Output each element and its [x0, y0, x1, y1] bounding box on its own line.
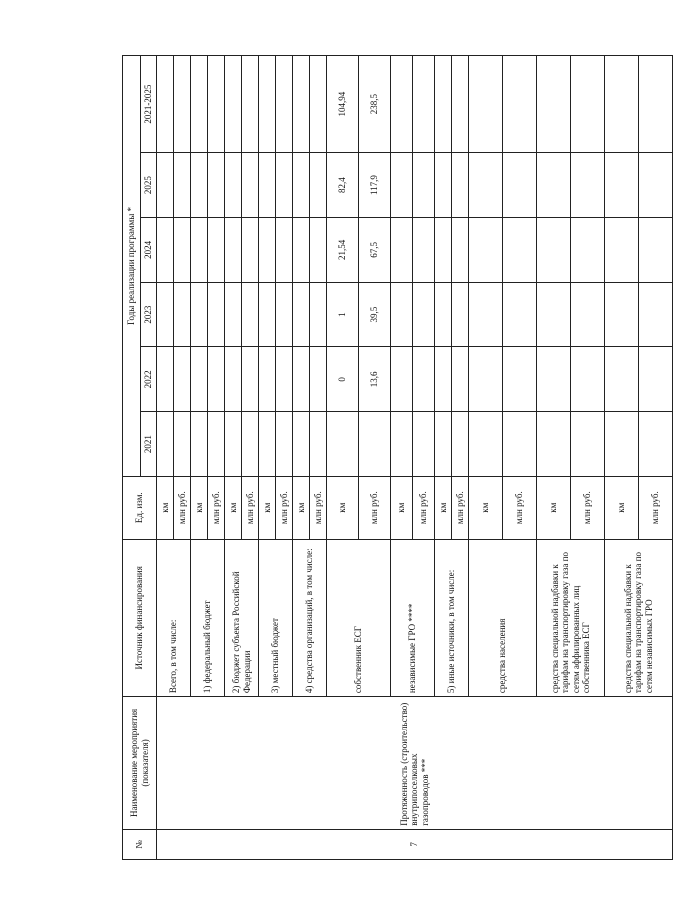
- unit-cell: млн руб.: [639, 476, 673, 539]
- unit-cell: млн руб.: [413, 476, 435, 539]
- year-value-cell: [174, 282, 191, 347]
- unit-cell: млн руб.: [503, 476, 537, 539]
- header-year-2022: 2022: [141, 347, 157, 412]
- year-value-cell: [293, 217, 310, 282]
- unit-cell: млн руб.: [452, 476, 469, 539]
- year-value-cell: [276, 153, 293, 218]
- total-value-cell: [503, 56, 537, 153]
- year-value-cell: [191, 217, 208, 282]
- year-value-cell: [191, 282, 208, 347]
- year-value-cell: 82,4: [327, 153, 359, 218]
- year-value-cell: [469, 153, 503, 218]
- year-value-cell: [391, 412, 413, 477]
- year-value-cell: [174, 153, 191, 218]
- year-value-cell: [276, 347, 293, 412]
- unit-cell: км: [605, 476, 639, 539]
- year-value-cell: [310, 347, 327, 412]
- total-value-cell: 104,94: [327, 56, 359, 153]
- year-value-cell: [639, 282, 673, 347]
- year-value-cell: [225, 412, 242, 477]
- year-value-cell: [435, 412, 452, 477]
- year-value-cell: [469, 282, 503, 347]
- year-value-cell: [391, 153, 413, 218]
- unit-cell: млн руб.: [276, 476, 293, 539]
- year-value-cell: 1: [327, 282, 359, 347]
- total-value-cell: [174, 56, 191, 153]
- year-value-cell: [469, 412, 503, 477]
- header-year-2024: 2024: [141, 217, 157, 282]
- year-value-cell: [259, 412, 276, 477]
- unit-cell: км: [259, 476, 276, 539]
- year-value-cell: 39,5: [359, 282, 391, 347]
- unit-cell: км: [293, 476, 310, 539]
- unit-cell: млн руб.: [571, 476, 605, 539]
- funding-source: средства населения: [469, 539, 537, 697]
- year-value-cell: [293, 153, 310, 218]
- total-value-cell: [225, 56, 242, 153]
- year-value-cell: [571, 153, 605, 218]
- year-value-cell: [391, 347, 413, 412]
- header-years-group: Годы реализации программы *: [123, 56, 141, 477]
- year-value-cell: [413, 282, 435, 347]
- financing-table: [122, 55, 673, 860]
- year-value-cell: [242, 217, 259, 282]
- year-value-cell: [571, 217, 605, 282]
- year-value-cell: [537, 412, 571, 477]
- year-value-cell: [503, 217, 537, 282]
- funding-source: средства специальной надбавки к тарифам на транспортировку газа по сетям независимых ГРО: [605, 539, 673, 697]
- year-value-cell: [639, 347, 673, 412]
- year-value-cell: [605, 282, 639, 347]
- header-source: Источник финансирования: [123, 539, 157, 697]
- year-value-cell: [242, 347, 259, 412]
- year-value-cell: [435, 347, 452, 412]
- year-value-cell: [208, 217, 225, 282]
- funding-source: независимые ГРО ****: [391, 539, 435, 697]
- unit-cell: км: [157, 476, 174, 539]
- year-value-cell: [242, 412, 259, 477]
- funding-source: 3) местный бюджет: [259, 539, 293, 697]
- year-value-cell: [537, 217, 571, 282]
- year-value-cell: [276, 217, 293, 282]
- year-value-cell: [157, 347, 174, 412]
- year-value-cell: [413, 217, 435, 282]
- year-value-cell: [452, 412, 469, 477]
- year-value-cell: [225, 347, 242, 412]
- year-value-cell: [391, 282, 413, 347]
- year-value-cell: [276, 282, 293, 347]
- header-year-2021: 2021: [141, 412, 157, 477]
- year-value-cell: [605, 347, 639, 412]
- year-value-cell: [503, 412, 537, 477]
- total-value-cell: [293, 56, 310, 153]
- year-value-cell: [413, 347, 435, 412]
- year-value-cell: [208, 282, 225, 347]
- year-value-cell: [310, 153, 327, 218]
- year-value-cell: [293, 347, 310, 412]
- year-value-cell: 13,6: [359, 347, 391, 412]
- total-value-cell: [191, 56, 208, 153]
- year-value-cell: [503, 282, 537, 347]
- year-value-cell: [435, 217, 452, 282]
- total-value-cell: [310, 56, 327, 153]
- year-value-cell: [157, 217, 174, 282]
- unit-cell: км: [327, 476, 359, 539]
- unit-cell: км: [469, 476, 503, 539]
- total-value-cell: [435, 56, 452, 153]
- year-value-cell: [537, 153, 571, 218]
- year-value-cell: [208, 412, 225, 477]
- year-value-cell: [413, 153, 435, 218]
- year-value-cell: [605, 153, 639, 218]
- funding-source: 4) средства организаций, в том числе:: [293, 539, 327, 697]
- total-value-cell: [452, 56, 469, 153]
- total-value-cell: 238,5: [359, 56, 391, 153]
- header-year-2025: 2025: [141, 153, 157, 218]
- total-value-cell: [259, 56, 276, 153]
- year-value-cell: [310, 282, 327, 347]
- year-value-cell: [310, 217, 327, 282]
- year-value-cell: [157, 153, 174, 218]
- year-value-cell: 117,9: [359, 153, 391, 218]
- year-value-cell: [605, 412, 639, 477]
- unit-cell: млн руб.: [208, 476, 225, 539]
- year-value-cell: [452, 153, 469, 218]
- unit-cell: млн руб.: [310, 476, 327, 539]
- year-value-cell: [435, 153, 452, 218]
- unit-cell: км: [435, 476, 452, 539]
- year-value-cell: [174, 412, 191, 477]
- unit-cell: млн руб.: [174, 476, 191, 539]
- year-value-cell: [208, 153, 225, 218]
- year-value-cell: 0: [327, 347, 359, 412]
- funding-source: 1) федеральный бюджет: [191, 539, 225, 697]
- year-value-cell: [157, 282, 174, 347]
- header-total: 2021-2025: [141, 56, 157, 153]
- year-value-cell: [503, 347, 537, 412]
- year-value-cell: [276, 412, 293, 477]
- total-value-cell: [276, 56, 293, 153]
- year-value-cell: [191, 347, 208, 412]
- year-value-cell: [537, 282, 571, 347]
- year-value-cell: 67,5: [359, 217, 391, 282]
- year-value-cell: [242, 153, 259, 218]
- total-value-cell: [242, 56, 259, 153]
- header-name: Наименование мероприятия (показателя): [123, 697, 157, 830]
- total-value-cell: [537, 56, 571, 153]
- total-value-cell: [571, 56, 605, 153]
- year-value-cell: [571, 282, 605, 347]
- year-value-cell: [571, 412, 605, 477]
- unit-cell: млн руб.: [359, 476, 391, 539]
- total-value-cell: [639, 56, 673, 153]
- total-value-cell: [469, 56, 503, 153]
- year-value-cell: [225, 282, 242, 347]
- table-row: [157, 56, 174, 860]
- funding-source: 5) иные источники, в том числе:: [435, 539, 469, 697]
- year-value-cell: [639, 153, 673, 218]
- funding-source: 2) бюджет субъекта Российской Федерации: [225, 539, 259, 697]
- year-value-cell: [327, 412, 359, 477]
- total-value-cell: [208, 56, 225, 153]
- unit-cell: км: [537, 476, 571, 539]
- year-value-cell: [157, 412, 174, 477]
- year-value-cell: [191, 412, 208, 477]
- header-year-2023: 2023: [141, 282, 157, 347]
- year-value-cell: [174, 217, 191, 282]
- year-value-cell: [639, 412, 673, 477]
- year-value-cell: [259, 282, 276, 347]
- rotated-table-container: [122, 55, 661, 860]
- year-value-cell: [174, 347, 191, 412]
- row-name: Протяженность (строительство) внутрипоселковых газопроводов ***: [157, 697, 673, 830]
- year-value-cell: [259, 153, 276, 218]
- year-value-cell: [537, 347, 571, 412]
- year-value-cell: [391, 217, 413, 282]
- year-value-cell: [469, 217, 503, 282]
- year-value-cell: [503, 153, 537, 218]
- year-value-cell: [310, 412, 327, 477]
- row-number: 7: [157, 829, 673, 859]
- year-value-cell: 21,54: [327, 217, 359, 282]
- funding-source: Всего, в том числе:: [157, 539, 191, 697]
- year-value-cell: [413, 412, 435, 477]
- year-value-cell: [293, 412, 310, 477]
- year-value-cell: [359, 412, 391, 477]
- year-value-cell: [571, 347, 605, 412]
- year-value-cell: [225, 217, 242, 282]
- year-value-cell: [293, 282, 310, 347]
- unit-cell: км: [191, 476, 208, 539]
- year-value-cell: [452, 347, 469, 412]
- year-value-cell: [452, 282, 469, 347]
- header-no: №: [123, 829, 157, 859]
- year-value-cell: [259, 217, 276, 282]
- year-value-cell: [208, 347, 225, 412]
- year-value-cell: [639, 217, 673, 282]
- year-value-cell: [242, 282, 259, 347]
- year-value-cell: [435, 282, 452, 347]
- year-value-cell: [225, 153, 242, 218]
- year-value-cell: [452, 217, 469, 282]
- year-value-cell: [469, 347, 503, 412]
- total-value-cell: [605, 56, 639, 153]
- funding-source: собственник ЕСГ: [327, 539, 391, 697]
- year-value-cell: [259, 347, 276, 412]
- funding-source: средства специальной надбавки к тарифам на транспортировку газа по сетям аффилированных лиц собственника ЕСГ: [537, 539, 605, 697]
- unit-cell: млн руб.: [242, 476, 259, 539]
- year-value-cell: [605, 217, 639, 282]
- total-value-cell: [157, 56, 174, 153]
- year-value-cell: [191, 153, 208, 218]
- header-unit: Ед. изм.: [123, 476, 157, 539]
- total-value-cell: [391, 56, 413, 153]
- unit-cell: км: [391, 476, 413, 539]
- total-value-cell: [413, 56, 435, 153]
- unit-cell: км: [225, 476, 242, 539]
